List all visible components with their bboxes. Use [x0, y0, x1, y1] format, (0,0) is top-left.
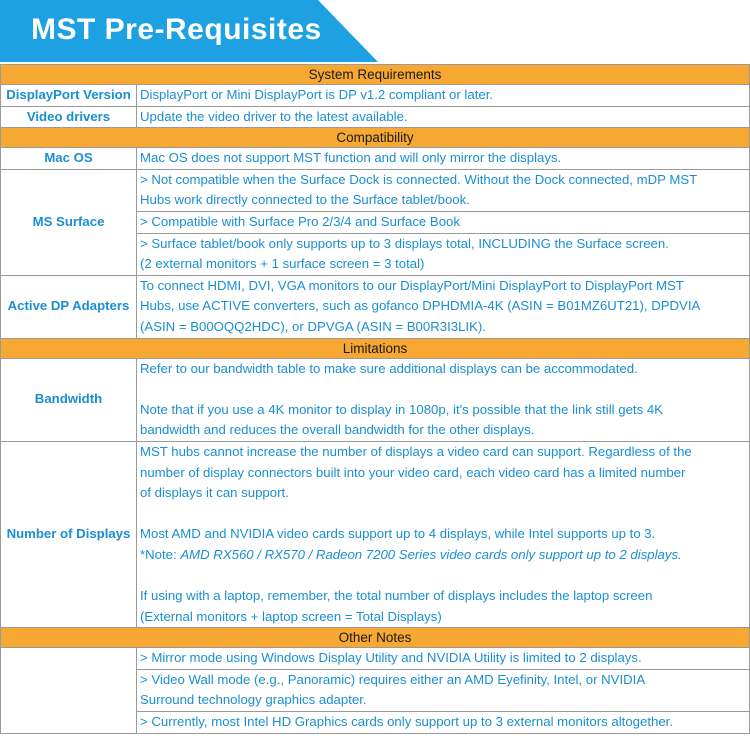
- text-line: Hubs, use ACTIVE converters, such as gofanco DPHDMIA-4K (ASIN = B01MZ6UT21), DPDVIA: [140, 298, 701, 314]
- row-label-bandwidth: Bandwidth: [1, 358, 137, 441]
- spacer: [140, 565, 746, 586]
- row-label-mac-os: Mac OS: [1, 148, 137, 170]
- header-banner: [0, 0, 750, 62]
- section-label: Limitations: [342, 340, 408, 356]
- section-header-compatibility: [1, 128, 750, 148]
- row-label-other-empty: [1, 648, 137, 733]
- table-row: [1, 148, 750, 170]
- text-line: Surround technology graphics adapter.: [140, 692, 367, 708]
- table-row: [1, 275, 750, 338]
- row-label-number-of-displays: Number of Displays: [1, 441, 137, 627]
- text-line: > Currently, most Intel HD Graphics cards only support up to 3 external monitors altogether.: [140, 714, 673, 730]
- row-text-ms-surface-1: [137, 169, 750, 211]
- requirements-table: [0, 64, 750, 734]
- text-line: Hubs work directly connected to the Surface tablet/book.: [140, 192, 470, 208]
- note-italic: AMD RX560 / RX570 / Radeon 7200 Series video cards only support up to 2 displays.: [180, 546, 682, 562]
- row-label-dp-version: DisplayPort Version: [1, 85, 137, 107]
- section-label: Other Notes: [338, 630, 412, 646]
- note-line: [140, 545, 746, 566]
- page-title: MST Pre-Requisites: [31, 13, 322, 46]
- row-text-active-dp: [137, 275, 750, 338]
- row-text-other-2: [137, 669, 750, 711]
- section-row: [1, 338, 750, 358]
- section-row: [1, 65, 750, 85]
- row-label-video-drivers: Video drivers: [1, 106, 137, 128]
- text-line: (ASIN = B00OQQ2HDC), or DPVGA (ASIN = B00R3I3LIK).: [140, 318, 486, 334]
- text-line: Most AMD and NVIDIA video cards support up to 4 displays, while Intel supports up to 3.: [140, 526, 656, 542]
- text-line: If using with a laptop, remember, the total number of displays includes the laptop screen: [140, 588, 653, 604]
- text-line: > Surface tablet/book only supports up to 3 displays total, INCLUDING the Surface screen.: [140, 235, 669, 251]
- section-header-system: [1, 65, 750, 85]
- text-line: To connect HDMI, DVI, VGA monitors to our DisplayPort/Mini DisplayPort to DisplayPort MST: [140, 277, 684, 293]
- section-row: [1, 128, 750, 148]
- row-text-number-of-displays: [137, 441, 750, 627]
- row-label-ms-surface: MS Surface: [1, 169, 137, 275]
- text-line: Refer to our bandwidth table to make sure additional displays can be accommodated.: [140, 360, 638, 376]
- text-line: (External monitors + laptop screen = Total Displays): [140, 608, 442, 624]
- text-line: of displays it can support.: [140, 485, 289, 501]
- row-text-mac-os: Mac OS does not support MST function and will only mirror the displays.: [137, 148, 750, 170]
- section-label: System Requirements: [308, 67, 442, 82]
- row-text-other-1: [137, 648, 750, 670]
- table-row: [1, 358, 750, 441]
- spacer: [140, 379, 746, 400]
- section-row: [1, 628, 750, 648]
- table-row: [1, 85, 750, 107]
- table-row: [1, 169, 750, 211]
- row-text-video-drivers: Update the video driver to the latest available.: [137, 106, 750, 128]
- row-text-other-3: [137, 712, 750, 734]
- section-label: Compatibility: [336, 130, 414, 146]
- text-line: Note that if you use a 4K monitor to display in 1080p, it's possible that the link still gets 4K: [140, 401, 663, 417]
- row-text-ms-surface-2: [137, 211, 750, 233]
- text-line: > Video Wall mode (e.g., Panoramic) requires either an AMD Eyefinity, Intel, or NVIDIA: [140, 671, 646, 687]
- row-text-bandwidth: [137, 358, 750, 441]
- section-header-limitations: [1, 338, 750, 358]
- row-text-dp-version: DisplayPort or Mini DisplayPort is DP v1.2 compliant or later.: [137, 85, 750, 107]
- table-row: [1, 441, 750, 627]
- text-line: > Mirror mode using Windows Display Utility and NVIDIA Utility is limited to 2 displays.: [140, 650, 642, 666]
- spacer: [140, 504, 746, 525]
- text-line: > Not compatible when the Surface Dock is connected. Without the Dock connected, mDP MST: [140, 171, 698, 187]
- text-line: MST hubs cannot increase the number of displays a video card can support. Regardless of the: [140, 443, 692, 459]
- row-text-ms-surface-3: [137, 233, 750, 275]
- table-row: [1, 106, 750, 128]
- row-label-active-dp: Active DP Adapters: [1, 275, 137, 338]
- text-line: (2 external monitors + 1 surface screen = 3 total): [140, 256, 425, 272]
- section-header-other-notes: [1, 628, 750, 648]
- text-line: > Compatible with Surface Pro 2/3/4 and Surface Book: [140, 213, 460, 229]
- table-row: [1, 648, 750, 670]
- note-prefix: *Note:: [140, 546, 181, 562]
- text-line: bandwidth and reduces the overall bandwidth for the other displays.: [140, 422, 535, 438]
- text-line: number of display connectors built into your video card, each video card has a limited number: [140, 464, 686, 480]
